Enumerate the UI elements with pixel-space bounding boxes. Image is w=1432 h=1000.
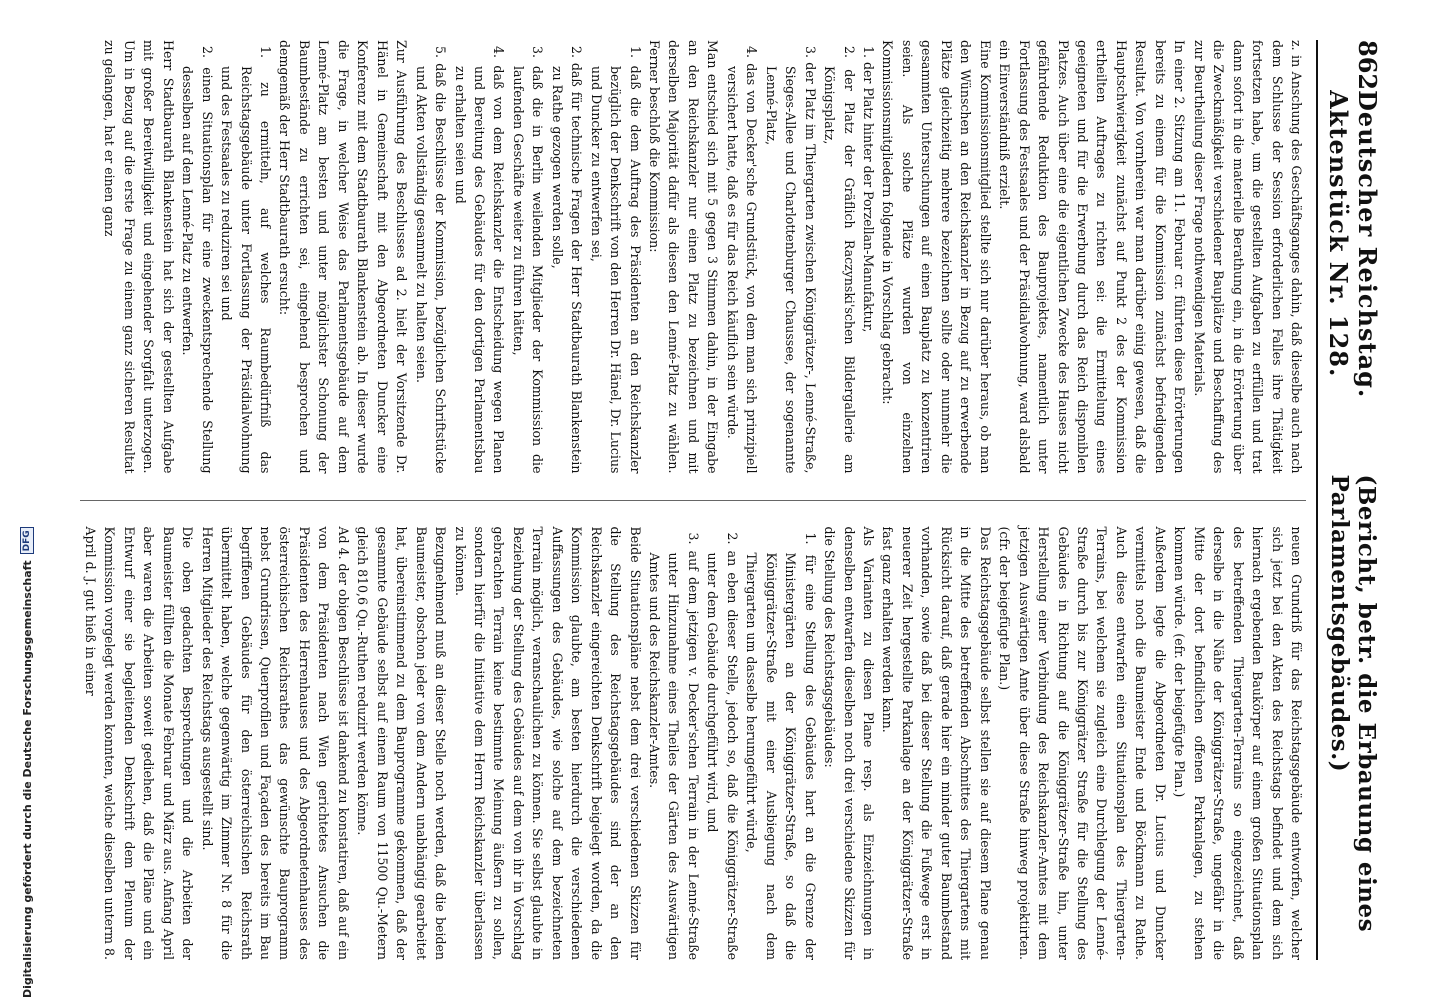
list-item: 2. daß für technische Fragen der Herr Stadtbaurath Blankenstein zu Rathe gezogen werden solle,	[549, 46, 585, 474]
list-item: 2. einen Situationsplan für eine zweckentsprechende Stellung desselben auf dem Lenné-Platz zu entwerfen.	[180, 46, 215, 474]
paragraph: Bezugnehmend muß an dieser Stelle noch werden, daß die beiden Baumeister, obschon jeder von dem Andern unabhängig gearbeitet hat, übereinstimmend zu dem Bauprogramme gekommen, daß der gesammte Gebäude selbst auf einem Raum von 11500 Qu.-Metern gleich 810,6 Qu.-Ruthen reduzirt werden könne.	[355, 526, 449, 960]
paragraph: neuen Grundriß für das Reichstagsgebäude entworfen, welcher sich jetzt bei den Akten des Reichstags befindet und dem sich hiernach ergebenden Baukörper auf einem großen Situationsplan des betreffenden Thiergarten-Terrains so eingezeichnet, daß derselbe in die Nähe der Königgrätzer-Straße, ungefähr in die Mitte der dort befindlichen offenen Parkanlagen, zu stehen kommen würde. (efr. der beigefügte Plan.)	[1172, 526, 1304, 960]
text-columns	[80, 40, 1306, 960]
paragraph: z. in Anschung des Geschäftsganges dahin, daß dieselbe auch nach dem Schlusse der Session erforderlichen Falles ihre Thätigkeit fortsetzen habe, um die gestellten Aufgaben zu erfüllen und trat dann sofort in die materielle Berathung ein, in die Erörterung über die Zweckmäßigkeit verschiedener Bauplätze und Beschaffung des zur Beurtheilung dieser Frage nothwendigen Materials.	[1191, 40, 1304, 474]
digitization-credit	[20, 527, 34, 998]
paragraph: Außerdem legte die Abgeordneten Dr. Lucius und Duncker vermittels noch die Baumeister Ende und Böckmann zu Rathe. Auch diese entwarfen einen Situationsplan des Thiergarten-Terrains, bei welchem sie zugleich eine Durchlegung der Lenné-Straße durch bis zur Königgrätzer Straße für die Stellung des Gebäudes in Richtung auf die Königgrätzer-Straße hin, unter Herstellung einer Verbindung des Reichskanzler-Amtes mit dem jetzigen Auswärtigen Amte über diese Straße hinweg projektirten. (cfr. der beigefügte Plan.)	[997, 526, 1168, 960]
list-item: 4. daß von dem Reichskanzler die Entscheidung wegen Planen und Bereitung des Gebäudes für den dortigen Parlamentsbau zu erhalten seien und	[452, 46, 507, 474]
list-item: 1. daß die dem Auftrag des Präsidenten an den Reichskanzler bezüglich der Denkschrift von den Herren Dr. Hänel, Dr. Lucius und Duncker zu entwerfen sei,	[588, 46, 643, 474]
list-item: 1. zu ermitteln, auf welches Raumbedürfniß das Reichstagsgebäude unter Fortlassung der Präsidialwohnung und des Festsaales zu reduziren sei und	[219, 46, 273, 474]
list-item: 3. der Platz im Thiergarten zwischen Königgrätzer-, Lenné-Straße, Sieges-Allee und Charlottenburger Chaussee, der sogenannte Lenné-Platz,	[763, 46, 818, 474]
list-item: 4. das von Decker'sche Grundstück, von dem man sich prinzipiell versichert hatte, daß es für das Reich käuflich sein würde.	[724, 46, 760, 474]
credit-text: Digitalisierung gefördert durch die Deutsche Forschungsgemeinschaft	[20, 560, 34, 998]
digitization-credit-strip	[0, 0, 34, 1000]
column-divider	[80, 500, 1306, 501]
page-number: 862	[1353, 40, 1382, 91]
rotated-page-content	[70, 0, 1400, 1000]
header-title: Deutscher Reichstag. Aktenstück Nr. 128.	[1324, 90, 1382, 399]
header-subtitle: (Bericht, betr. die Erbauung eines Parlamentsgebäudes.)	[1326, 474, 1380, 933]
paragraph: Als Varianten zu diesen Plane resp. als Einzeichnungen in denselben entwarfen dieselben noch drei verschiedene Skizzen für die Stellung des Reichstagsgebäudes:	[822, 526, 877, 960]
list-item: 1. für eine Stellung des Gebäudes hart an die Grenze der Ministergärten an der Königgrätzer-Straße, so daß die Königgrätzer-Straße mit einer Ausbiegung nach dem Thiergarten um dasselbe herumgeführt würde,	[744, 532, 818, 960]
right-column	[80, 527, 1306, 961]
list-item: 3. auf dem jetzigen v. Decker'schen Terrain in der Lenné-Straße unter Hinzunahme eines Theiles der Gärten des Auswärtigen Amtes und des Reichskanzler-Amtes.	[647, 532, 701, 960]
paragraph: Ad 4. der obigen Beschlüsse ist dankend zu konstatiren, daß auf ein von dem Präsidenten nach Wien gerichtetes Ansuchen die Präsidenten des Herrenhauses und des Abgeordnetenhauses des österreichischen Reichsrathes das gewünschte Bauprogramm nebst Grundrissen, Querprofilen und Façaden des bereits im Bau begriffenen Gebäudes für den österreichischen Reichsrath übermittelt haben, welche gegenwärtig im Zimmer Nr. 8 für die Herren Mitglieder des Reichstags ausgestellt sind.	[199, 526, 351, 960]
list-item: 5. daß die Beschlüsse der Kommission, bezüglichen Schriftstücke und Akten vollständig gesammelt zu halten seien.	[413, 46, 449, 474]
paragraph: Das Reichstagsgebäude selbst stellen sie auf diesem Plane genau in die Mitte des betreffenden Abschnittes des Thiergartens mit Rücksicht darauf, daß gerade hier ein minder guter Baumbestand vorhanden, sowie daß bei dieser Stellung die Fußwege erst in neuerer Zeit hergestellte Parkanlage an der Königgrätzer-Straße fast ganz erhalten werden kann.	[880, 526, 993, 960]
list-item: 2. der Platz der Gräflich Raczynski'schen Bildergallerie am Königsplatz,	[822, 46, 857, 474]
dfg-logo-icon: DFG	[20, 527, 34, 554]
paragraph: Man entschied sich mit 5 gegen 3 Stimmen dahin, in der Eingabe an den Reichskanzler nur einen Platz zu bezeichnen und mit derselben Majorität dafür als diesen den Lenné-Platz zu wählen. Ferner beschloß die Kommission:	[647, 40, 721, 474]
list-item: 2. an eben dieser Stelle, jedoch so, daß die Königgrätzer-Straße unter dem Gebäude durchgeführt wird, und	[705, 532, 740, 960]
list-item: 1. der Platz hinter der Porzellan-Manufaktur,	[861, 46, 877, 333]
left-column	[80, 40, 1306, 474]
paragraph: Eine Kommissionsmitglied stellte sich nur darüber heraus, ob man den Wünschen an den Reichskanzler in Bezug auf zu erwerbende Plätze gleichzeitig mehrere bezeichnen sollte oder nunmehr die gesammten Untersuchungen auf einen Bauplatz zu konzentriren seien. Als solche Plätze wurden von einzelnen Kommissionsmitgliedern folgende in Vorschlag gebracht:	[880, 40, 993, 474]
paragraph: Beide Situationspläne nebst dem drei verschiedenen Skizzen für die Stellung des Reichstagsgebäudes sind der an den Reichskanzler eingereichten Denkschrift beigelegt worden, da die Kommission glaubte, am besten hierdurch die verschiedenen Auffassungen des Gebäudes, wie solche auf dem bezeichneten Terrain möglich, veranschaulichen zu können. Sie selbst glaubte in Beziehung der Stellung des Gebäudes auf dem von ihr in Vorschlag gebrachten Terrain keine bestimmte Meinung äußern zu sollen, sondern hierfür die Initiative dem Herrn Reichskanzler überlassen zu können.	[452, 526, 643, 960]
paragraph: Die oben gedachten Besprechungen und die Arbeiten der Baumeister füllten die Monate Februar und März aus. Anfang April aber waren die Arbeiten soweit gediehen, daß die Pläne und ein Entwurf einer sie begleitenden Denkschrift dem Plenum der Kommission vorgelegt werden konnten, welche dieselben unterm 8. April d. J. gut hieß in einer	[82, 526, 196, 960]
list-item: 3. daß die in Berlin weilenden Mitglieder der Kommission die laufenden Geschäfte weiter zu führen hätten,	[510, 46, 546, 474]
paragraph: Zur Ausführung des Beschlusses ad 2. hielt der Vorsitzende Dr. Hänel in Gemeinschaft mit den Abgeordneten Duncker eine Konferenz mit dem Stadtbaurath Blankenstein ab. In dieser wurde die Frage, in welcher Weise das Parlamentsgebäude auf dem Lenné-Platz am besten und unter möglichster Schonung der Baumbestände zu errichten sei, eingehend besprochen und demgemäß der Herr Stadtbaurath ersucht:	[277, 40, 410, 474]
paragraph: In einer 2. Sitzung am 11. Februar cr. führten diese Erörterungen bereits zu einem für die Kommission zunächst befriedigenden Resultat. Von vornherein war man darüber einig gewesen, daß die Hauptschwierigkeit zunächst auf Punkt 2 des der Kommission ertheilten Auftrages zu richten sei: die Ermittelung eines geeigneten und für die Erwerbung durch das Reich disponiblen Platzes. Auch über eine die eigentlichen Zwecke des Hauses nicht gefährdende Reduktion des Bauprojektes, namentlich unter Fortlassung des Festsaales und der Präsidialwohnung, ward alsbald ein Einverständniß erzielt.	[997, 40, 1188, 474]
page-header	[1316, 40, 1382, 960]
paragraph: Herr Stadtbaurath Blankenstein hat sich der gestellten Aufgabe mit großer Bereitwilligkeit und eingehender Sorgfalt unterzogen. Um in Bezug auf die erste Frage zu einem ganz sicheren Resultat zu gelangen, hat er einen ganz	[102, 40, 176, 474]
